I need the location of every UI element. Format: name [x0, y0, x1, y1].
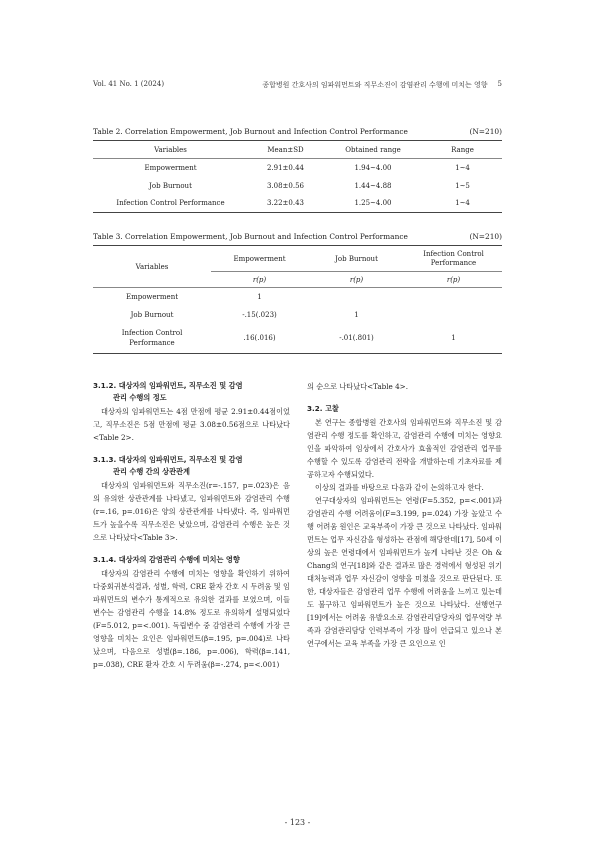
table-cell: 3.22±0.43 [266, 199, 305, 208]
table-row [93, 195, 502, 213]
table3-col-burnout: Job Burnout [335, 254, 378, 263]
table-cell: 1.25~4.00 [354, 199, 392, 208]
table3-col-empowerment: Empowerment [233, 254, 286, 263]
table-cell: 1~4 [455, 199, 470, 208]
paragraph: 대상자의 임파워먼트는 4점 만점에 평균 2.91±0.44점이었고, 직무소진은 5점 만점에 평균 3.08±0.56점으로 나타났다<Table 2>. [93, 407, 290, 442]
table-cell: 1.44~4.88 [354, 181, 392, 190]
table2-col-mean: Mean±SD [267, 145, 304, 154]
table-cell [405, 306, 502, 324]
table-cell: 1~5 [455, 181, 470, 190]
section-3-1-3-heading [93, 454, 290, 478]
table-cell: .16(.016) [243, 334, 276, 343]
table-row [93, 177, 502, 195]
table-cell: 2.91±0.44 [266, 163, 305, 172]
table3-header-row [93, 246, 502, 272]
section-3-1-2-heading [93, 380, 290, 404]
section-3-1-4-heading: 3.1.4. 대상자의 감염관리 수행에 미치는 영향 [93, 555, 240, 564]
heading-line: 관리 수행 간의 상관관계 [113, 467, 190, 476]
table2-col-obtained: Obtained range [345, 145, 401, 154]
table3-col-infection: Infection Control Performance [423, 249, 484, 267]
table-cell: Infection Control Performance [116, 199, 225, 208]
heading-line: 3.1.2. 대상자의 임파워먼트, 직무소진 및 감염 [93, 381, 243, 390]
table-cell: Job Burnout [130, 310, 174, 319]
table-row [93, 159, 502, 177]
left-column [93, 380, 290, 671]
heading-line: 관리 수행의 정도 [113, 393, 167, 402]
table-cell: 1~4 [455, 163, 470, 172]
table-cell: Empowerment [144, 163, 197, 172]
table-cell: 1 [257, 292, 262, 301]
table3-col-variables: Variables [135, 262, 169, 271]
running-title: 종합병원 간호사의 임파워먼트와 직무소진이 감염관리 수행에 미치는 영향 [262, 81, 488, 89]
paragraph: 대상자의 감염관리 수행에 미치는 영향을 확인하기 위하여 다중회귀분석결과, 성별, 학력, CRE 환자 간호 시 두려움 및 임파워먼트의 변수가 통계적으로 유의한 결과를 보였으며, 이들 변수는 감염관리 수행을 14.8% 정도로 유의하게 설명되었다(F=5.012, p=<.001). 독립변수 중 감염관리 수행에 가장 큰 영향을 미치는 요인은 임파워먼트(β=.195, p=.004)로 나타났으며, 다음으로 성별(β=.186, p=.006), 학력(β=.141, p=.038), CRE 환자 간호 시 두려움(β=-.274, p=<.001) [93, 569, 290, 669]
right-column [307, 380, 502, 650]
header-page-number: 5 [497, 80, 502, 88]
table-cell: -.01(.801) [339, 334, 374, 343]
table-cell: Empowerment [125, 292, 179, 301]
table-cell [308, 288, 405, 306]
heading-line: 3.1.3. 대상자의 임파워먼트, 직무소진 및 감염 [93, 455, 243, 464]
paragraph: 연구대상자의 임파워먼트는 연령(F=5.352, p=<.001)과 감염관리 수행 어려움이(F=3.199, p=.024) 가장 높았고 수행 어려움 원인은 교육부족이 가장 큰 것으로 나타났다. 임파워먼트는 업무 자신감을 형성하는 관점에 해당한데[17], 50세 이상의 높은 연령대에서 임파워먼트가 높게 나타난 것은 Oh & Chang의 연구[18]와 같은 결과로 많은 경력에서 형성된 위기대처능력과 업무 자신감이 영향을 미쳤을 것으로 판단된다. 또한, 대상자들은 감염관리 업무 수행에 어려움을 느끼고 있는데도 불구하고 임파워먼트가 높은 것으로 나타났다. 선행연구[19]에서는 어려움 유발요소로 감염관리담당자의 업무역량 부족과 감염관리담당 인력부족이 가장 많이 언급되고 있으나 본 연구에서는 교육 부족을 가장 큰 요인으로 인 [307, 496, 502, 648]
table-row [93, 288, 502, 306]
table-cell: 1 [354, 310, 359, 319]
table3 [93, 245, 502, 354]
table-row [93, 324, 502, 354]
table2-caption: Table 2. Correlation Empowerment, Job Burnout and Infection Control Performance [93, 127, 408, 136]
section-3-2-heading: 3.2. 고찰 [307, 404, 339, 413]
table2-n: (N=210) [469, 127, 502, 136]
paragraph: 본 연구는 종합병원 간호사의 임파워먼트와 직무소진 및 감염관리 수행 정도를 확인하고, 감염관리 수행에 미치는 영향요인을 파악하여 임상에서 간호사가 효율적인 감염관리 업무를 수행할 수 있도록 감염관리 전략을 개발하는데 기초자료를 제공하고자 수행되었다. [307, 418, 502, 479]
running-header [93, 80, 502, 90]
paragraph: 이상의 결과를 바탕으로 다음과 같이 논의하고자 한다. [315, 483, 484, 492]
table-row [93, 306, 502, 324]
table2-col-variables: Variables [154, 145, 187, 154]
table3-n: (N=210) [469, 232, 502, 241]
table2 [93, 140, 502, 213]
paragraph: 의 순으로 나타났다<Table 4>. [307, 382, 408, 391]
table-cell: Infection Control Performance [121, 329, 183, 348]
paragraph: 대상자의 임파워먼트와 직무소진(r=-.157, p=.023)은 음의 유의한 상관관계를 나타냈고, 임파워먼트와 감염관리 수행(r=.16, p=.016)은 양의 상관관계를 나타냈다. 즉, 임파워먼트가 높을수록 직무소진은 낮았으며, 감염관리 수행은 높은 것으로 나타났다<Table 3>. [93, 481, 290, 542]
table-cell: 3.08±0.56 [266, 181, 305, 190]
table-cell: 1 [451, 334, 456, 343]
table2-col-range: Range [451, 145, 474, 154]
table-cell: r(p) [252, 275, 267, 284]
table-cell [405, 288, 502, 306]
page-number: - 123 - [284, 818, 311, 827]
table-cell: 1.94~4.00 [354, 163, 392, 172]
table-cell: r(p) [349, 275, 364, 284]
table-cell: r(p) [446, 275, 461, 284]
table-cell: Job Burnout [149, 181, 192, 190]
table2-header-row [93, 141, 502, 159]
table3-caption: Table 3. Correlation Empowerment, Job Burnout and Infection Control Performance [93, 232, 408, 241]
table-cell: -.15(.023) [242, 310, 277, 319]
journal-volume: Vol. 41 No. 1 (2024) [93, 80, 165, 88]
